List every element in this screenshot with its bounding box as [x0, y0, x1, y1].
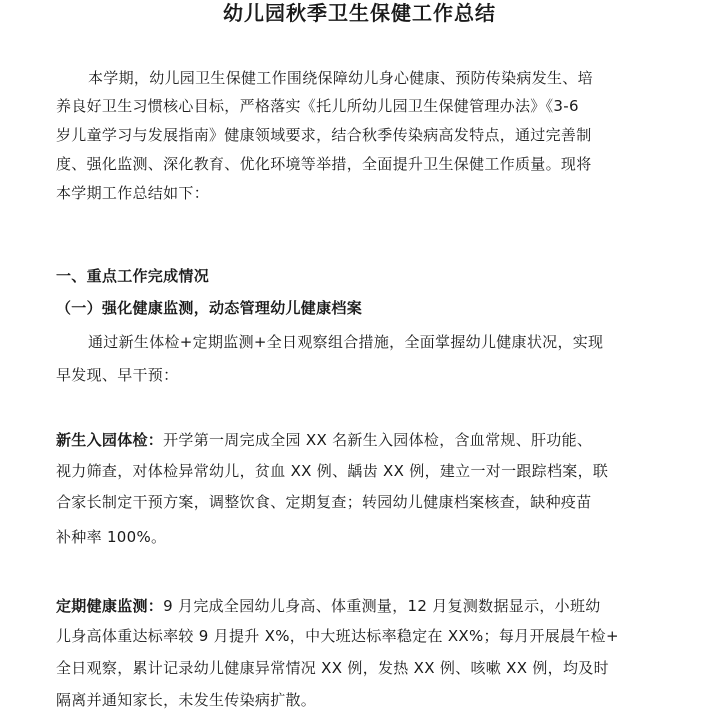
- newstudent-line-4: 补种率 100%。: [56, 528, 167, 546]
- intro-line-3: 岁儿童学习与发展指南》健康领域要求，结合秋季传染病高发特点，通过完善制: [56, 126, 592, 144]
- regular-line-4: 隔离并通知家长，未发生传染病扩散。: [56, 691, 317, 709]
- regular-line-1: [56, 596, 601, 616]
- newstudent-line-2: 视力筛查，对体检异常幼儿，贫血 XX 例、龋齿 XX 例，建立一对一跟踪档案，联: [56, 462, 609, 480]
- regular-line-3: 全日观察，累计记录幼儿健康异常情况 XX 例，发热 XX 例、咳嗽 XX 例，均及时: [56, 659, 609, 677]
- intro-line-2: 养良好卫生习惯核心目标，严格落实《托儿所幼儿园卫生保健管理办法》《3-6: [56, 97, 579, 115]
- section-heading: [56, 266, 209, 286]
- newstudent-text-1: 开学第一周完成全园 XX 名新生入园体检，含血常规、肝功能、: [163, 431, 593, 449]
- subsection-heading-text: （一）强化健康监测，动态管理幼儿健康档案: [56, 299, 363, 317]
- newstudent-line-3: 合家长制定干预方案，调整饮食、定期复查；转园幼儿健康档案核查，缺种疫苗: [56, 493, 592, 511]
- sub1-line-1: 通过新生体检+定期监测+全日观察组合措施，全面掌握幼儿健康状况，实现: [88, 333, 604, 351]
- newstudent-line-1: [56, 430, 592, 450]
- sub1-line-2: 早发现、早干预：: [56, 366, 179, 384]
- regular-text-1: 9 月完成全园幼儿身高、体重测量，12 月复测数据显示，小班幼: [163, 597, 601, 615]
- newstudent-label: 新生入园体检：: [56, 431, 164, 449]
- regular-line-2: 儿身高体重达标率较 9 月提升 X%，中大班达标率稳定在 XX%；每月开展晨午检+: [56, 627, 619, 645]
- subsection-heading: [56, 298, 362, 318]
- intro-line-1: 本学期，幼儿园卫生保健工作围绕保障幼儿身心健康、预防传染病发生、培: [88, 69, 593, 87]
- regular-label: 定期健康监测：: [56, 597, 164, 615]
- intro-line-5: 本学期工作总结如下：: [56, 184, 210, 202]
- section-heading-text: 一、重点工作完成情况: [56, 267, 210, 285]
- document-title: 幼儿园秋季卫生保健工作总结: [223, 1, 496, 25]
- intro-line-4: 度、强化监测、深化教育、优化环境等举措，全面提升卫生保健工作质量。现将: [56, 155, 592, 173]
